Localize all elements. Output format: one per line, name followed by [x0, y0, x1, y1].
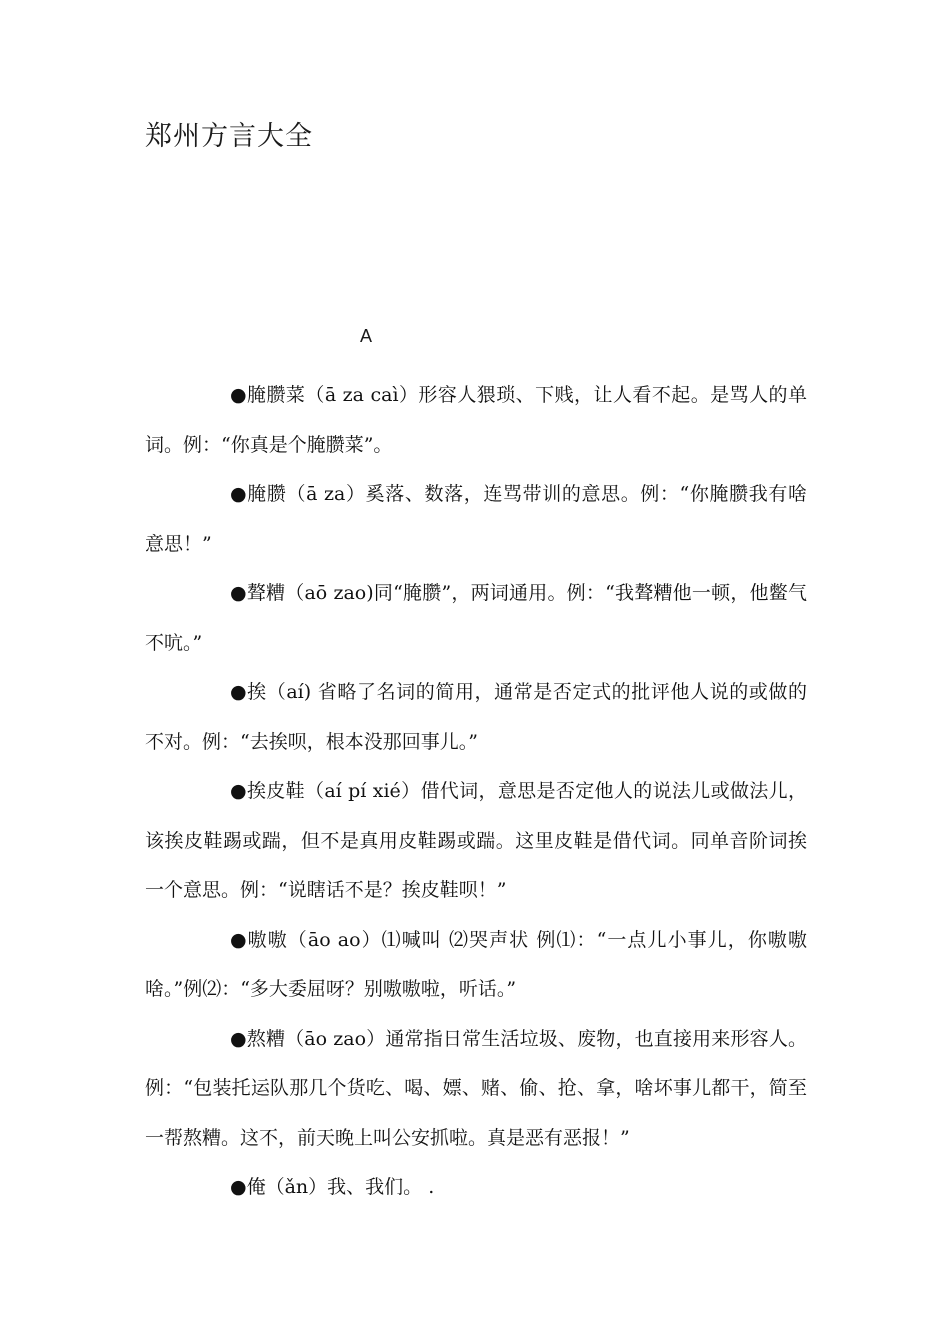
entry-text: 俺（ǎn）我、我们。 . — [246, 1176, 435, 1198]
dialect-entry — [145, 1163, 807, 1213]
bullet-icon: ● — [230, 483, 248, 505]
entry-text: 嗷嗷（āo ao）⑴喊叫 ⑵哭声状 例⑴：“一点儿小事儿，你嗷嗷啥。”例⑵：“多大委屈呀？别嗷嗷啦，听话。” — [145, 928, 807, 1000]
entry-text: 挨（aí) 省略了名词的简用，通常是否定式的批评他人说的或做的不对。例：“去挨呗，根本没那回事儿。” — [145, 681, 807, 753]
bullet-icon: ● — [230, 681, 248, 703]
bullet-icon: ● — [230, 928, 248, 951]
dialect-entry-list — [145, 371, 807, 1213]
bullet-icon: ● — [230, 780, 247, 802]
dialect-entry — [145, 767, 807, 916]
entry-text: 聱糟（aō zao)同“腌臜”，两词通用。例：“我聱糟他一顿，他鳖气不吭。” — [145, 582, 807, 654]
entry-text: 腌臜（ā za）奚落、数落，连骂带训的意思。例：“你腌臜我有啥意思！” — [145, 483, 807, 555]
dialect-entry — [145, 668, 807, 767]
entry-text: 腌臜菜（ā za caì）形容人猥琐、下贱，让人看不起。是骂人的单词。例：“你真是个腌臜菜”。 — [145, 384, 807, 456]
document-title: 郑州方言大全 — [145, 121, 313, 152]
bullet-icon: ● — [230, 384, 248, 406]
section-letter-heading: A — [360, 326, 373, 346]
dialect-entry — [145, 1015, 807, 1164]
entry-text: 熬糟（āo zao）通常指日常生活垃圾、废物，也直接用来形容人。例：“包装托运队那几个货吃、喝、嫖、赌、偷、抢、拿，啥坏事儿都干，简至一帮熬糟。这不，前天晚上叫公安抓啦。真是恶有恶报！” — [145, 1027, 807, 1149]
dialect-entry — [145, 916, 807, 1015]
bullet-icon: ● — [230, 1176, 247, 1198]
dialect-entry — [145, 470, 807, 569]
dialect-entry — [145, 569, 807, 668]
bullet-icon: ● — [230, 1027, 247, 1050]
bullet-icon: ● — [230, 582, 247, 604]
entry-text: 挨皮鞋（aí pí xié）借代词，意思是否定他人的说法儿或做法儿，该挨皮鞋踢或踹，但不是真用皮鞋踢或踹。这里皮鞋是借代词。同单音阶词挨一个意思。例：“说瞎话不是？挨皮鞋呗！” — [145, 780, 807, 901]
dialect-entry — [145, 371, 807, 470]
